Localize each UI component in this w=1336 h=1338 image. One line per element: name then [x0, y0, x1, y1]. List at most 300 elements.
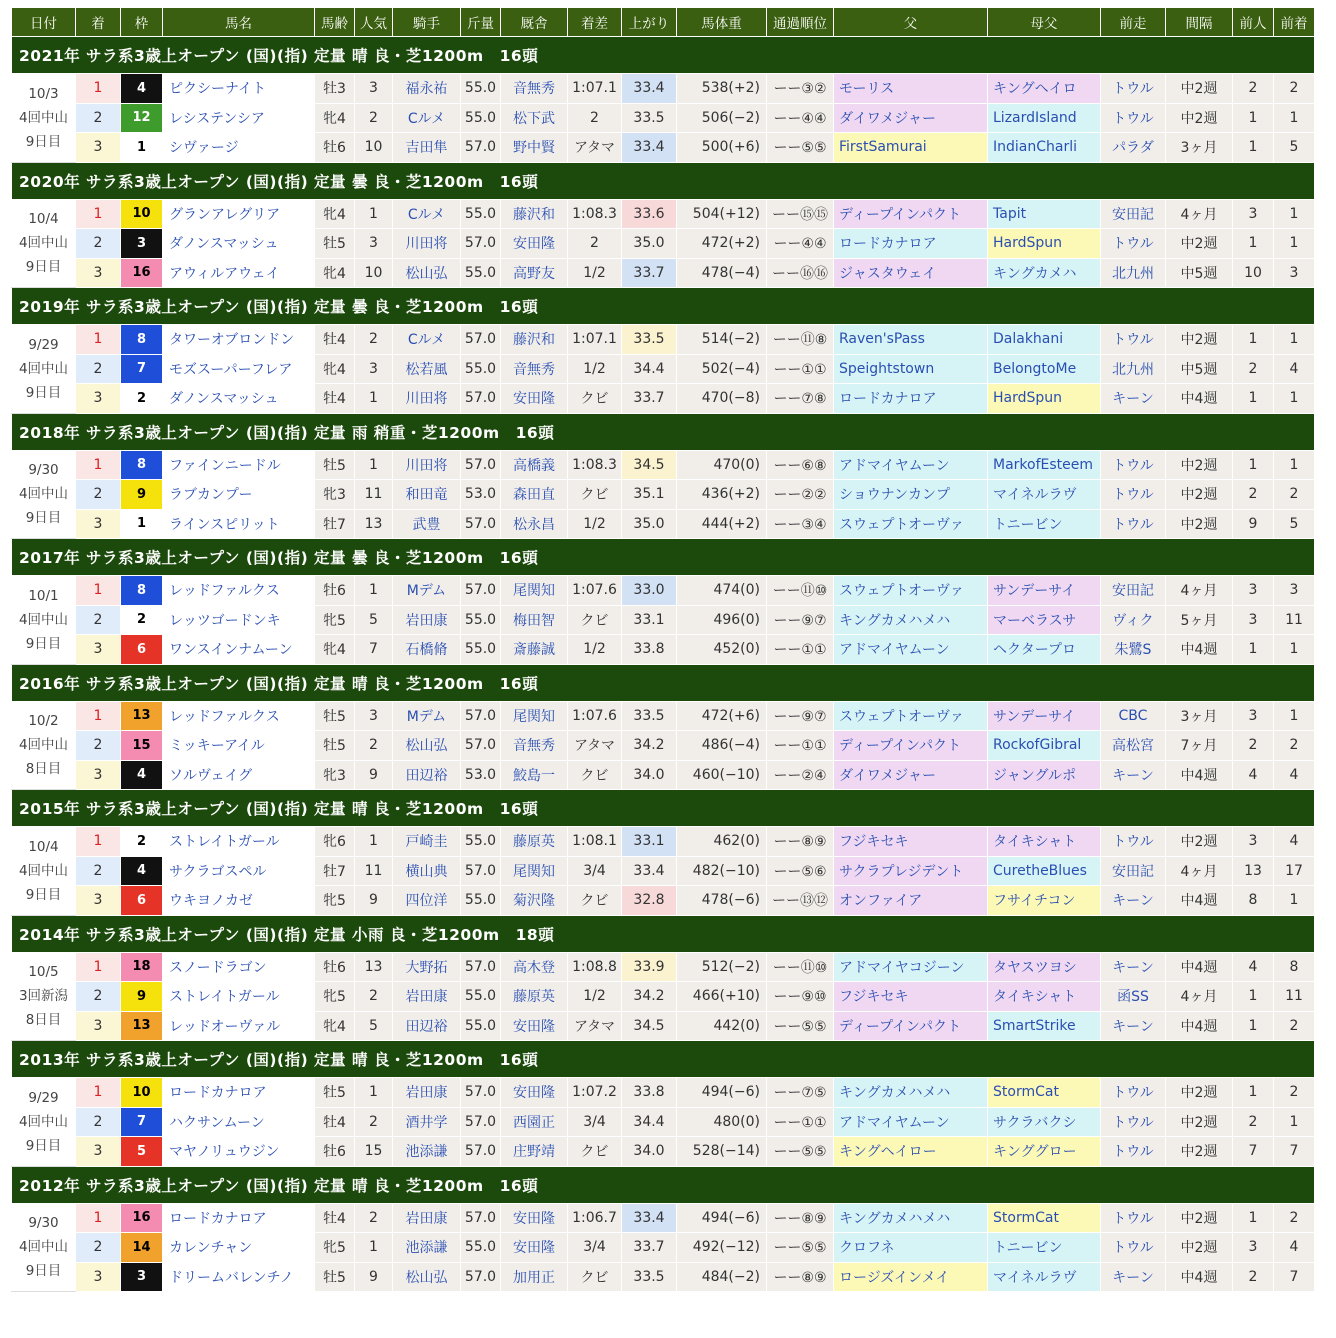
weight-carried: 57.0	[461, 576, 501, 606]
jockey[interactable]: Mデム	[393, 576, 461, 606]
result-row	[12, 74, 1315, 104]
sire[interactable]: フジキセキ	[834, 982, 988, 1012]
passing-order: ーー⑦⑧	[767, 384, 834, 414]
last-3f: 33.0	[622, 576, 677, 606]
pos: 2	[76, 354, 121, 384]
horse-name[interactable]: ダノンスマッシュ	[163, 229, 315, 259]
pos: 3	[76, 509, 121, 539]
jockey[interactable]: 酒井学	[393, 1107, 461, 1137]
previous-popularity: 9	[1233, 509, 1274, 539]
previous-race[interactable]: キーン	[1101, 384, 1166, 414]
previous-race[interactable]: 高松宮	[1101, 731, 1166, 761]
margin: 1:08.3	[568, 199, 622, 229]
jockey[interactable]: 川田将	[393, 229, 461, 259]
broodmare-sire[interactable]: StormCat	[988, 1203, 1101, 1233]
trainer[interactable]: 音無秀	[501, 74, 568, 104]
broodmare-sire[interactable]: サンデーサイ	[988, 576, 1101, 606]
sire[interactable]: キングカメハメハ	[834, 1078, 988, 1108]
broodmare-sire[interactable]: マイネルラヴ	[988, 1262, 1101, 1292]
trainer[interactable]: 梅田智	[501, 605, 568, 635]
trainer[interactable]: 松下武	[501, 103, 568, 133]
jockey[interactable]: 岩田康	[393, 605, 461, 635]
pos: 3	[76, 258, 121, 288]
horse-name[interactable]: ウキヨノカゼ	[163, 886, 315, 916]
horse-age: 牡4	[315, 384, 355, 414]
trainer[interactable]: 藤沢和	[501, 325, 568, 355]
jockey[interactable]: 松山弘	[393, 731, 461, 761]
previous-race[interactable]: CBC	[1101, 701, 1166, 731]
jockey[interactable]: 岩田康	[393, 982, 461, 1012]
sire[interactable]: フジキセキ	[834, 827, 988, 857]
column-header[interactable]: 上がり	[622, 8, 677, 37]
trainer[interactable]: 音無秀	[501, 731, 568, 761]
horse-name[interactable]: レッドファルクス	[163, 701, 315, 731]
race-header-row	[12, 288, 1315, 325]
broodmare-sire[interactable]: HardSpun	[988, 384, 1101, 414]
previous-race[interactable]: 朱鷺S	[1101, 635, 1166, 665]
broodmare-sire[interactable]: ジャングルポ	[988, 760, 1101, 790]
jockey[interactable]: 横山典	[393, 856, 461, 886]
trainer[interactable]: 尾関知	[501, 856, 568, 886]
previous-race[interactable]: キーン	[1101, 760, 1166, 790]
broodmare-sire[interactable]: マーベラスサ	[988, 605, 1101, 635]
column-header[interactable]: 前走	[1101, 8, 1166, 37]
trainer[interactable]: 藤原英	[501, 982, 568, 1012]
passing-order: ーー⑤⑥	[767, 856, 834, 886]
weight-carried: 57.0	[461, 731, 501, 761]
sire[interactable]: キングカメハメハ	[834, 1203, 988, 1233]
race-title: 2015年 サラ系3歳上オープン (国)(指) 定量 晴 良・芝1200m 16頭	[12, 790, 1315, 827]
sire[interactable]: ディープインパクト	[834, 731, 988, 761]
race-day: 9日目	[25, 133, 62, 150]
body-weight: 478(−4)	[677, 258, 767, 288]
horse-name[interactable]: ストレイトガール	[163, 827, 315, 857]
broodmare-sire[interactable]: タイキシャト	[988, 827, 1101, 857]
trainer[interactable]: 藤原英	[501, 827, 568, 857]
race-date-cell	[12, 1078, 76, 1167]
passing-order: ーー③④	[767, 509, 834, 539]
trainer[interactable]: 高木登	[501, 952, 568, 982]
race-meet: 4回中山	[18, 1239, 69, 1256]
sire[interactable]: スウェプトオーヴァ	[834, 576, 988, 606]
column-header[interactable]: 馬齢	[315, 8, 355, 37]
trainer[interactable]: 安田隆	[501, 1233, 568, 1263]
previous-finish: 1	[1274, 701, 1315, 731]
sire[interactable]: ショウナンカンプ	[834, 480, 988, 510]
jockey[interactable]: Cルメ	[393, 325, 461, 355]
race-meet: 4回中山	[18, 737, 69, 754]
popularity: 13	[355, 952, 393, 982]
result-row	[12, 133, 1315, 163]
jockey[interactable]: 戸崎圭	[393, 827, 461, 857]
previous-finish: 3	[1274, 576, 1315, 606]
horse-name[interactable]: ラブカンプー	[163, 480, 315, 510]
jockey[interactable]: 岩田康	[393, 1203, 461, 1233]
broodmare-sire[interactable]: サクラバクシ	[988, 1107, 1101, 1137]
sire[interactable]: クロフネ	[834, 1233, 988, 1263]
trainer[interactable]: 庄野靖	[501, 1137, 568, 1167]
jockey[interactable]: 岩田康	[393, 1078, 461, 1108]
broodmare-sire[interactable]: サンデーサイ	[988, 701, 1101, 731]
trainer[interactable]: 高野友	[501, 258, 568, 288]
margin: クビ	[568, 605, 622, 635]
sire[interactable]: ロージズインメイ	[834, 1262, 988, 1292]
previous-race[interactable]: キーン	[1101, 952, 1166, 982]
jockey[interactable]: 池添謙	[393, 1137, 461, 1167]
broodmare-sire[interactable]: タヤスツヨシ	[988, 952, 1101, 982]
horse-name[interactable]: ワンスインナムーン	[163, 635, 315, 665]
race-day: 9日目	[25, 510, 62, 527]
horse-name[interactable]: ストレイトガール	[163, 982, 315, 1012]
column-header[interactable]: 人気	[355, 8, 393, 37]
trainer[interactable]: 安田隆	[501, 384, 568, 414]
previous-finish: 1	[1274, 635, 1315, 665]
broodmare-sire[interactable]: タイキシャト	[988, 982, 1101, 1012]
passing-order: ーー⑪⑩	[767, 576, 834, 606]
column-header[interactable]: 枠	[121, 8, 163, 37]
gate: 7	[121, 354, 163, 384]
sire[interactable]: アドマイヤコジーン	[834, 952, 988, 982]
previous-race[interactable]: トウル	[1101, 1107, 1166, 1137]
margin: 1/2	[568, 258, 622, 288]
broodmare-sire[interactable]: Dalakhani	[988, 325, 1101, 355]
sire[interactable]: ディープインパクト	[834, 1011, 988, 1041]
horse-name[interactable]: シヴァージ	[163, 133, 315, 163]
broodmare-sire[interactable]: RockofGibral	[988, 731, 1101, 761]
column-header[interactable]: 厩舎	[501, 8, 568, 37]
sire[interactable]: キングカメハメハ	[834, 605, 988, 635]
column-header[interactable]: 母父	[988, 8, 1101, 37]
pos: 1	[76, 450, 121, 480]
jockey[interactable]: 石橋脩	[393, 635, 461, 665]
horse-name[interactable]: モズスーパーフレア	[163, 354, 315, 384]
previous-popularity: 3	[1233, 605, 1274, 635]
popularity: 11	[355, 480, 393, 510]
popularity: 2	[355, 1203, 393, 1233]
result-row	[12, 1203, 1315, 1233]
trainer[interactable]: 松永昌	[501, 509, 568, 539]
horse-name[interactable]: マヤノリュウジン	[163, 1137, 315, 1167]
last-3f: 33.4	[622, 1203, 677, 1233]
weight-carried: 57.0	[461, 450, 501, 480]
previous-popularity: 1	[1233, 384, 1274, 414]
broodmare-sire[interactable]: MarkofEsteem	[988, 450, 1101, 480]
jockey[interactable]: 四位洋	[393, 886, 461, 916]
previous-race[interactable]: トウル	[1101, 450, 1166, 480]
sire[interactable]: ディープインパクト	[834, 199, 988, 229]
sire[interactable]: キングヘイロー	[834, 1137, 988, 1167]
column-header[interactable]: 間隔	[1166, 8, 1233, 37]
previous-race[interactable]: キーン	[1101, 886, 1166, 916]
previous-race[interactable]: トウル	[1101, 480, 1166, 510]
weight-carried: 55.0	[461, 886, 501, 916]
sire[interactable]: Raven'sPass	[834, 325, 988, 355]
last-3f: 33.1	[622, 605, 677, 635]
popularity: 3	[355, 229, 393, 259]
jockey[interactable]: 田辺裕	[393, 1011, 461, 1041]
gate: 6	[121, 886, 163, 916]
horse-name[interactable]: カレンチャン	[163, 1233, 315, 1263]
last-3f: 34.5	[622, 1011, 677, 1041]
previous-race[interactable]: トウル	[1101, 1137, 1166, 1167]
trainer[interactable]: 安田隆	[501, 1078, 568, 1108]
sire[interactable]: ダイワメジャー	[834, 760, 988, 790]
horse-name[interactable]: ピクシーナイト	[163, 74, 315, 104]
sire[interactable]: アドマイヤムーン	[834, 450, 988, 480]
jockey[interactable]: 武豊	[393, 509, 461, 539]
popularity: 3	[355, 701, 393, 731]
race-day: 9日目	[25, 1137, 62, 1154]
jockey[interactable]: 川田将	[393, 450, 461, 480]
horse-name[interactable]: ラインスピリット	[163, 509, 315, 539]
margin: クビ	[568, 384, 622, 414]
trainer[interactable]: 鮫島一	[501, 760, 568, 790]
interval: 中5週	[1166, 258, 1233, 288]
race-title: 2020年 サラ系3歳上オープン (国)(指) 定量 曇 良・芝1200m 16頭	[12, 162, 1315, 199]
jockey[interactable]: 松山弘	[393, 258, 461, 288]
previous-race[interactable]: トウル	[1101, 827, 1166, 857]
weight-carried: 57.0	[461, 509, 501, 539]
body-weight: 436(+2)	[677, 480, 767, 510]
race-day: 8日目	[25, 1012, 62, 1029]
trainer[interactable]: 安田隆	[501, 229, 568, 259]
previous-finish: 2	[1274, 74, 1315, 104]
weight-carried: 55.0	[461, 1233, 501, 1263]
sire[interactable]: FirstSamurai	[834, 133, 988, 163]
interval: 4ヶ月	[1166, 576, 1233, 606]
horse-name[interactable]: ロードカナロア	[163, 1078, 315, 1108]
previous-race[interactable]: 北九州	[1101, 354, 1166, 384]
previous-race[interactable]: パラダ	[1101, 133, 1166, 163]
margin: 1:06.7	[568, 1203, 622, 1233]
column-header[interactable]: 着	[76, 8, 121, 37]
popularity: 13	[355, 509, 393, 539]
gate: 7	[121, 1107, 163, 1137]
sire[interactable]: ロードカナロア	[834, 229, 988, 259]
horse-age: 牝4	[315, 635, 355, 665]
body-weight: 514(−2)	[677, 325, 767, 355]
column-header[interactable]: 騎手	[393, 8, 461, 37]
sire[interactable]: サクラプレジデント	[834, 856, 988, 886]
previous-race[interactable]: トウル	[1101, 1078, 1166, 1108]
jockey[interactable]: Cルメ	[393, 103, 461, 133]
popularity: 2	[355, 103, 393, 133]
horse-name[interactable]: ミッキーアイル	[163, 731, 315, 761]
sire[interactable]: オンファイア	[834, 886, 988, 916]
trainer[interactable]: 斎藤誠	[501, 635, 568, 665]
weight-carried: 57.0	[461, 1078, 501, 1108]
margin: 1:07.2	[568, 1078, 622, 1108]
horse-name[interactable]: サクラゴスペル	[163, 856, 315, 886]
jockey[interactable]: Cルメ	[393, 199, 461, 229]
horse-name[interactable]: ファインニードル	[163, 450, 315, 480]
sire[interactable]: Speightstown	[834, 354, 988, 384]
horse-name[interactable]: ドリームバレンチノ	[163, 1262, 315, 1292]
previous-race[interactable]: トウル	[1101, 74, 1166, 104]
last-3f: 33.6	[622, 199, 677, 229]
broodmare-sire[interactable]: LizardIsland	[988, 103, 1101, 133]
race-day: 9日目	[25, 1263, 62, 1280]
sire[interactable]: スウェプトオーヴァ	[834, 509, 988, 539]
previous-finish: 4	[1274, 1233, 1315, 1263]
broodmare-sire[interactable]: BelongtoMe	[988, 354, 1101, 384]
column-header[interactable]: 前着	[1274, 8, 1315, 37]
horse-age: 牡7	[315, 509, 355, 539]
previous-race[interactable]: トウル	[1101, 509, 1166, 539]
trainer[interactable]: 菊沢隆	[501, 886, 568, 916]
horse-name[interactable]: ダノンスマッシュ	[163, 384, 315, 414]
race-title: 2017年 サラ系3歳上オープン (国)(指) 定量 曇 良・芝1200m 16頭	[12, 539, 1315, 576]
trainer[interactable]: 加用正	[501, 1262, 568, 1292]
result-row	[12, 886, 1315, 916]
passing-order: ーー⑨⑦	[767, 701, 834, 731]
previous-race[interactable]: ヴィク	[1101, 605, 1166, 635]
previous-race[interactable]: トウル	[1101, 103, 1166, 133]
trainer[interactable]: 森田直	[501, 480, 568, 510]
horse-name[interactable]: ロードカナロア	[163, 1203, 315, 1233]
previous-race[interactable]: トウル	[1101, 1203, 1166, 1233]
passing-order: ーー⑧⑨	[767, 827, 834, 857]
previous-race[interactable]: 安田記	[1101, 199, 1166, 229]
previous-race[interactable]: 函SS	[1101, 982, 1166, 1012]
weight-carried: 57.0	[461, 1262, 501, 1292]
broodmare-sire[interactable]: HardSpun	[988, 229, 1101, 259]
passing-order: ーー③②	[767, 74, 834, 104]
trainer[interactable]: 安田隆	[501, 1011, 568, 1041]
race-meet: 4回中山	[18, 1113, 69, 1130]
previous-race[interactable]: トウル	[1101, 325, 1166, 355]
sire[interactable]: スウェプトオーヴァ	[834, 701, 988, 731]
broodmare-sire[interactable]: SmartStrike	[988, 1011, 1101, 1041]
horse-name[interactable]: レッドファルクス	[163, 576, 315, 606]
race-date-cell	[12, 1203, 76, 1292]
gate: 3	[121, 1262, 163, 1292]
horse-name[interactable]: レシステンシア	[163, 103, 315, 133]
result-row	[12, 856, 1315, 886]
jockey[interactable]: 福永祐	[393, 74, 461, 104]
horse-name[interactable]: スノードラゴン	[163, 952, 315, 982]
column-header[interactable]: 日付	[12, 8, 76, 37]
broodmare-sire[interactable]: キンググロー	[988, 1137, 1101, 1167]
broodmare-sire[interactable]: マイネルラヴ	[988, 480, 1101, 510]
pos: 2	[76, 605, 121, 635]
jockey[interactable]: 松若風	[393, 354, 461, 384]
result-row	[12, 731, 1315, 761]
popularity: 2	[355, 731, 393, 761]
previous-race[interactable]: トウル	[1101, 229, 1166, 259]
trainer[interactable]: 高橋義	[501, 450, 568, 480]
previous-race[interactable]: キーン	[1101, 1011, 1166, 1041]
sire[interactable]: アドマイヤムーン	[834, 635, 988, 665]
previous-popularity: 4	[1233, 952, 1274, 982]
sire[interactable]: ジャスタウェイ	[834, 258, 988, 288]
jockey[interactable]: 田辺裕	[393, 760, 461, 790]
previous-race[interactable]: 安田記	[1101, 856, 1166, 886]
horse-name[interactable]: タワーオブロンドン	[163, 325, 315, 355]
jockey[interactable]: 大野拓	[393, 952, 461, 982]
sire[interactable]: ロードカナロア	[834, 384, 988, 414]
jockey[interactable]: 松山弘	[393, 1262, 461, 1292]
column-header[interactable]: 通過順位	[767, 8, 834, 37]
gate: 16	[121, 258, 163, 288]
broodmare-sire[interactable]: キングヘイロ	[988, 74, 1101, 104]
popularity: 7	[355, 635, 393, 665]
last-3f: 34.5	[622, 450, 677, 480]
previous-race[interactable]: キーン	[1101, 1262, 1166, 1292]
column-header[interactable]: 馬体重	[677, 8, 767, 37]
race-date-cell	[12, 576, 76, 665]
horse-name[interactable]: レッドオーヴァル	[163, 1011, 315, 1041]
trainer[interactable]: 尾関知	[501, 576, 568, 606]
jockey[interactable]: 吉田隼	[393, 133, 461, 163]
jockey[interactable]: 和田竜	[393, 480, 461, 510]
sire[interactable]: アドマイヤムーン	[834, 1107, 988, 1137]
jockey[interactable]: 川田将	[393, 384, 461, 414]
interval: 中4週	[1166, 1011, 1233, 1041]
gate: 4	[121, 74, 163, 104]
trainer[interactable]: 音無秀	[501, 354, 568, 384]
jockey[interactable]: Mデム	[393, 701, 461, 731]
interval: 中2週	[1166, 1107, 1233, 1137]
column-header[interactable]: 馬名	[163, 8, 315, 37]
horse-name[interactable]: レッツゴードンキ	[163, 605, 315, 635]
horse-name[interactable]: ソルヴェイグ	[163, 760, 315, 790]
broodmare-sire[interactable]: IndianCharli	[988, 133, 1101, 163]
previous-popularity: 2	[1233, 480, 1274, 510]
interval: 中2週	[1166, 1078, 1233, 1108]
broodmare-sire[interactable]: StormCat	[988, 1078, 1101, 1108]
column-header[interactable]: 斤量	[461, 8, 501, 37]
broodmare-sire[interactable]: フサイチコン	[988, 886, 1101, 916]
trainer[interactable]: 藤沢和	[501, 199, 568, 229]
trainer[interactable]: 野中賢	[501, 133, 568, 163]
body-weight: 480(0)	[677, 1107, 767, 1137]
trainer[interactable]: 安田隆	[501, 1203, 568, 1233]
column-header[interactable]: 着差	[568, 8, 622, 37]
previous-race[interactable]: トウル	[1101, 1233, 1166, 1263]
last-3f: 33.4	[622, 74, 677, 104]
column-header[interactable]: 父	[834, 8, 988, 37]
jockey[interactable]: 池添謙	[393, 1233, 461, 1263]
race-date-cell	[12, 827, 76, 916]
sire[interactable]: モーリス	[834, 74, 988, 104]
horse-name[interactable]: グランアレグリア	[163, 199, 315, 229]
broodmare-sire[interactable]: トニービン	[988, 1233, 1101, 1263]
passing-order: ーー②②	[767, 480, 834, 510]
broodmare-sire[interactable]: キングカメハ	[988, 258, 1101, 288]
last-3f: 33.7	[622, 384, 677, 414]
previous-finish: 2	[1274, 480, 1315, 510]
broodmare-sire[interactable]: ヘクタープロ	[988, 635, 1101, 665]
trainer[interactable]: 尾関知	[501, 701, 568, 731]
result-row	[12, 325, 1315, 355]
race-date: 10/4	[28, 838, 59, 855]
column-header[interactable]: 前人	[1233, 8, 1274, 37]
previous-race[interactable]: 北九州	[1101, 258, 1166, 288]
body-weight: 462(0)	[677, 827, 767, 857]
horse-name[interactable]: アウィルアウェイ	[163, 258, 315, 288]
interval: 7ヶ月	[1166, 731, 1233, 761]
previous-race[interactable]: 安田記	[1101, 576, 1166, 606]
broodmare-sire[interactable]: Tapit	[988, 199, 1101, 229]
broodmare-sire[interactable]: トニービン	[988, 509, 1101, 539]
pos: 3	[76, 635, 121, 665]
result-row	[12, 384, 1315, 414]
trainer[interactable]: 西園正	[501, 1107, 568, 1137]
broodmare-sire[interactable]: CuretheBlues	[988, 856, 1101, 886]
horse-name[interactable]: ハクサンムーン	[163, 1107, 315, 1137]
sire[interactable]: ダイワメジャー	[834, 103, 988, 133]
